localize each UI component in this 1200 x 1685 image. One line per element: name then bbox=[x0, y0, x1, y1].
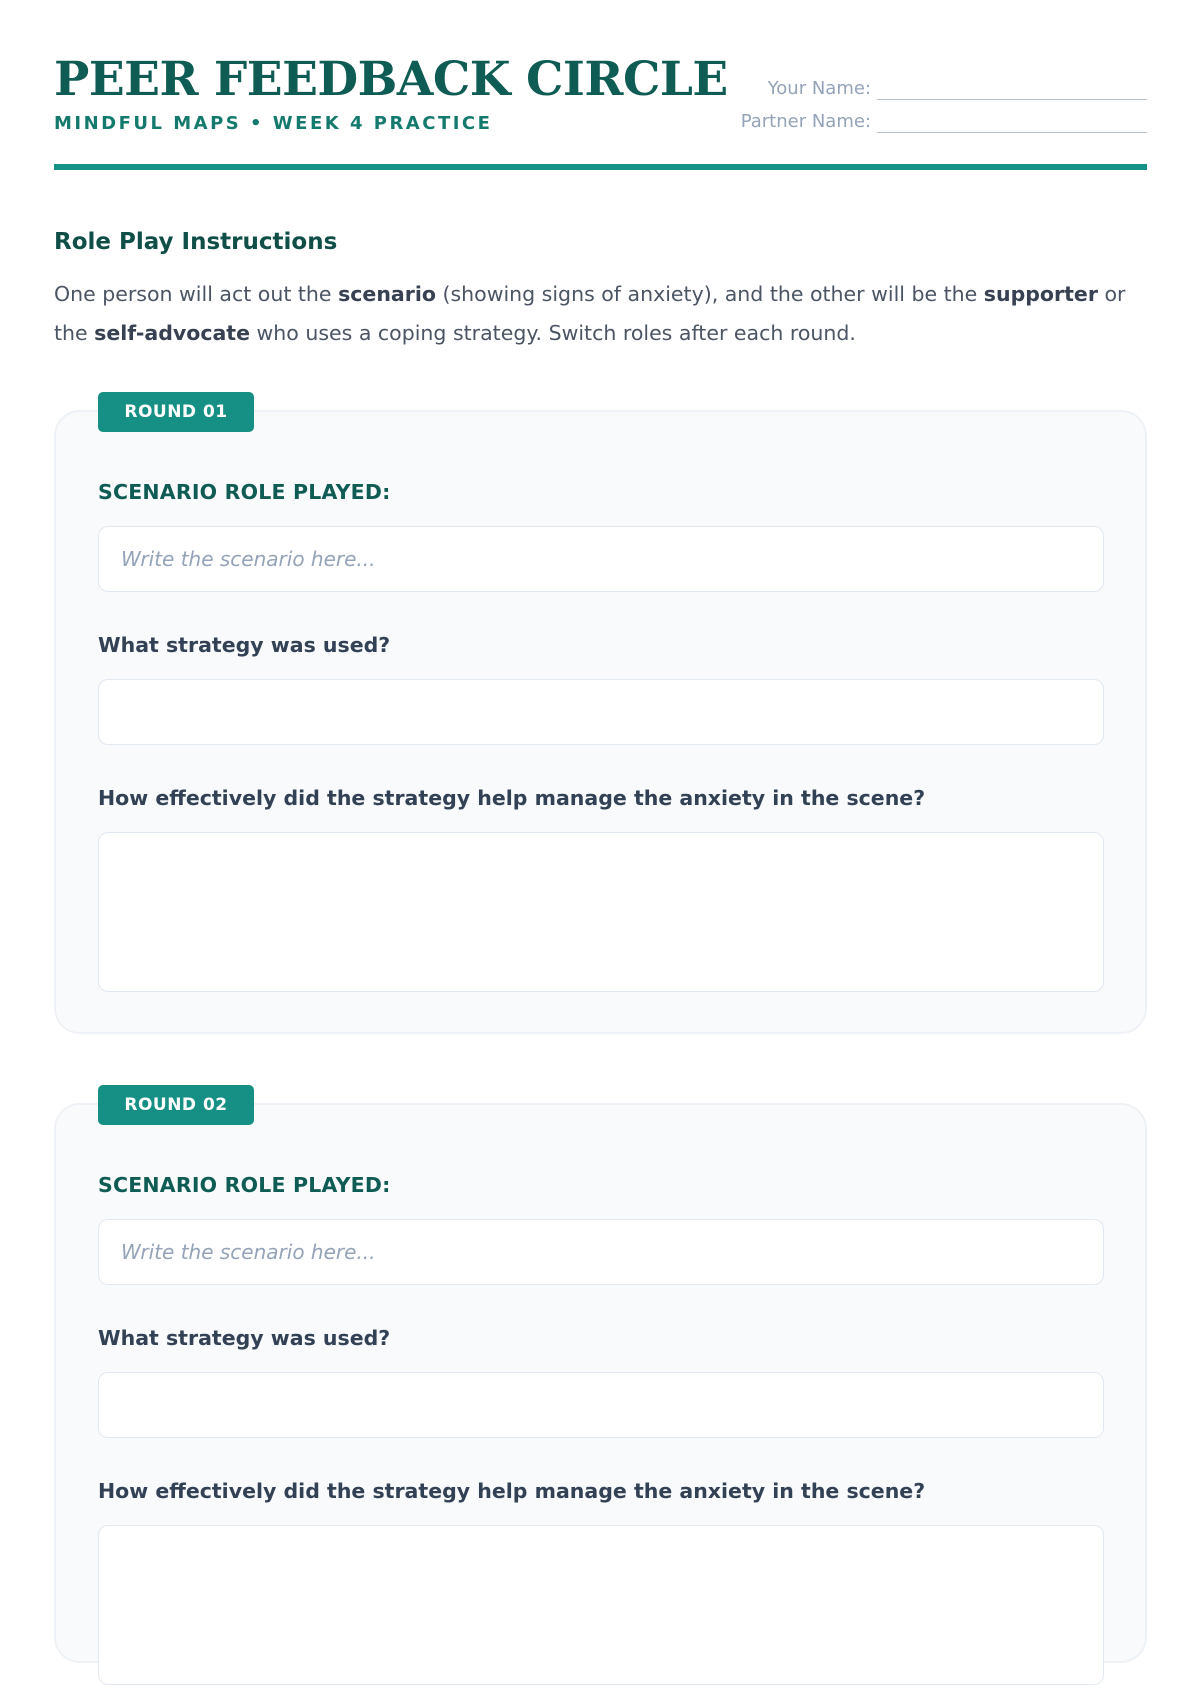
effectiveness-label: How effectively did the strategy help manage the anxiety in the scene? bbox=[98, 786, 926, 810]
instructions-heading: Role Play Instructions bbox=[54, 229, 338, 255]
worksheet-page bbox=[54, 0, 1147, 1503]
worksheet-header bbox=[54, 0, 1147, 170]
partner-name-label: Partner Name: bbox=[740, 111, 871, 132]
instructions-text-part: who uses a coping strategy. Switch roles after each round. bbox=[250, 321, 856, 345]
scenario-input[interactable] bbox=[98, 1219, 1104, 1285]
effectiveness-label: How effectively did the strategy help manage the anxiety in the scene? bbox=[98, 1479, 926, 1503]
instructions-bold-supporter: supporter bbox=[983, 282, 1098, 306]
round-badge: ROUND 02 bbox=[98, 1085, 254, 1125]
effectiveness-textarea[interactable] bbox=[98, 832, 1104, 992]
scenario-input[interactable] bbox=[98, 526, 1104, 592]
page-title: PEER FEEDBACK CIRCLE bbox=[54, 52, 728, 107]
strategy-input[interactable] bbox=[98, 1372, 1104, 1438]
strategy-label: What strategy was used? bbox=[98, 1326, 391, 1350]
partner-name-line bbox=[741, 111, 1147, 133]
strategy-label: What strategy was used? bbox=[98, 633, 391, 657]
effectiveness-textarea[interactable] bbox=[98, 1525, 1104, 1685]
your-name-label: Your Name: bbox=[767, 78, 871, 99]
your-name-blank[interactable] bbox=[877, 81, 1147, 100]
instructions-text bbox=[54, 275, 1147, 353]
scenario-label: SCENARIO ROLE PLAYED: bbox=[98, 480, 391, 504]
your-name-line bbox=[768, 78, 1147, 100]
instructions-text-part: or the bbox=[54, 282, 1126, 345]
page-subtitle: MINDFUL MAPS • WEEK 4 PRACTICE bbox=[54, 113, 493, 134]
instructions-text-part: One person will act out the bbox=[54, 282, 339, 306]
instructions-bold-scenario: scenario bbox=[338, 282, 436, 306]
partner-name-blank[interactable] bbox=[877, 114, 1147, 133]
round-card bbox=[54, 402, 1147, 1034]
instructions-bold-self-advocate: self-advocate bbox=[94, 321, 251, 345]
strategy-input[interactable] bbox=[98, 679, 1104, 745]
round-card bbox=[54, 1095, 1147, 1663]
instructions-text-part: (showing signs of anxiety), and the other will be the bbox=[435, 282, 984, 306]
scenario-label: SCENARIO ROLE PLAYED: bbox=[98, 1173, 391, 1197]
round-badge: ROUND 01 bbox=[98, 392, 254, 432]
